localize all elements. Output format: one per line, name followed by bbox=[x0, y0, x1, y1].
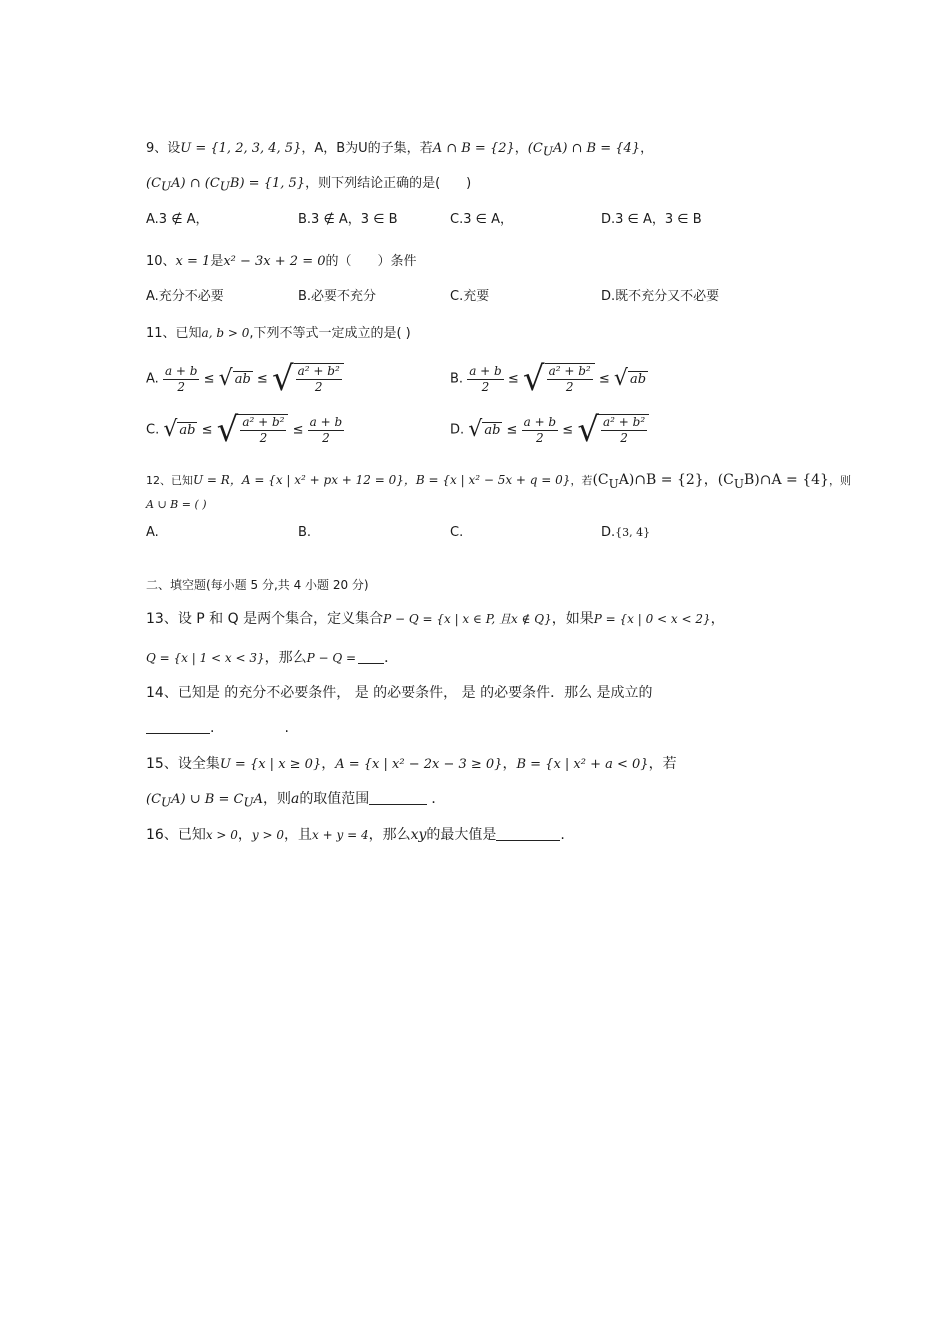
sqrt-fraction: √ $\frac{\text{a² + b²}}{2}$ bbox=[272, 362, 344, 396]
q10-x-eq-1: x = 1 bbox=[175, 254, 211, 269]
q16-sep1: ， bbox=[237, 827, 252, 843]
q11-option-c: C. √ ab ≤ √ $\frac{\text{a² + b²}}{2}$ ≤ $\frac{a + b}{2}$ bbox=[146, 410, 343, 450]
q13-line1 bbox=[146, 609, 725, 629]
q15-set-b: B = {x | x² + a < 0} bbox=[516, 757, 649, 772]
q11-question: ,下列不等式一定成立的是( ) bbox=[249, 326, 411, 341]
q13-name: ，那么 bbox=[264, 650, 307, 666]
q15-line2 bbox=[146, 789, 445, 813]
q13-set-q: Q = {x | 1 < x < 3} bbox=[146, 651, 265, 665]
q9-option-c: C.3 ∈ A， bbox=[450, 212, 513, 227]
q16-answer-blank[interactable] bbox=[496, 826, 560, 841]
q10-prefix: 10、 bbox=[146, 254, 176, 269]
q16-name: ，那么 bbox=[368, 827, 411, 843]
q15-ze: ，则 bbox=[262, 791, 291, 807]
q12-option-a: A. bbox=[146, 525, 159, 540]
sqrt-ab: √ ab bbox=[218, 366, 251, 391]
q9-line2 bbox=[146, 174, 471, 197]
q14-dot2: . bbox=[284, 720, 289, 736]
q10-option-a: A.充分不必要 bbox=[146, 289, 224, 304]
q9-sep2: ， bbox=[640, 141, 654, 156]
section-title: 二、填空题(每小题 5 分,共 4 小题 20 分) bbox=[146, 578, 369, 592]
q11-condition: a, b > 0 bbox=[201, 326, 250, 340]
q11-option-a: A. $\frac{a + b}{2}$ ≤ √ ab ≤ √ $\frac{\text{a² + b²}}{2}$ bbox=[146, 362, 344, 396]
q11-option-b: B. $\frac{a + b}{2}$ ≤ √ $\frac{\text{a² + b²}}{2}$ ≤ √ ab bbox=[450, 359, 647, 399]
fraction: $\frac{a + b}{2}$ bbox=[164, 363, 198, 394]
q9-question: ，则下列结论正确的是( ) bbox=[305, 176, 472, 191]
q9-option-a: A.3 ∉ A， bbox=[146, 212, 209, 227]
q12-ze: ，则 bbox=[828, 474, 851, 487]
q10-equation: x² − 3x + 2 = 0 bbox=[223, 254, 326, 269]
q15-answer-blank[interactable] bbox=[369, 790, 427, 805]
q16-line bbox=[146, 825, 565, 845]
q10-shi: 是 bbox=[210, 254, 224, 269]
q13-answer-blank[interactable] bbox=[358, 649, 384, 664]
q13-expr: P − Q = bbox=[306, 651, 357, 665]
q12-line1 bbox=[146, 470, 851, 494]
q12-option-c: C. bbox=[450, 525, 464, 540]
q12-prefix: 12、已知 bbox=[146, 474, 193, 487]
q13-set-p: P = {x | 0 < x < 2} bbox=[593, 612, 711, 626]
q9-complement-ab: $(C_UA)$ ∩ $(C_UB) = \{1$, 5} bbox=[146, 176, 306, 194]
q10-option-b: B.必要不充分 bbox=[298, 289, 377, 304]
q9-option-b: B.3 ∉ A，3 ∈ B bbox=[298, 212, 398, 227]
q15-universal: U = {x | x ≥ 0} bbox=[219, 757, 322, 772]
q13-end: ． bbox=[384, 650, 399, 666]
q16-prefix: 16、已知 bbox=[146, 827, 206, 843]
q10-line bbox=[146, 252, 417, 272]
q13-sep: ， bbox=[710, 611, 725, 627]
q16-xy: xy bbox=[410, 827, 427, 843]
q9-prefix: 9、设 bbox=[146, 141, 181, 156]
q15-end: ． bbox=[431, 791, 446, 807]
q9-sep: ， bbox=[514, 141, 528, 156]
q9-complement-a: $(C_UA)$ ∩ B = {4} bbox=[527, 141, 641, 159]
q16-end: . bbox=[560, 827, 565, 843]
q10-option-c: C.充要 bbox=[450, 289, 490, 304]
q13-prefix: 13、设 P 和 Q 是两个集合，定义集合 bbox=[146, 611, 384, 627]
q10-condition: 的（ ）条件 bbox=[325, 254, 417, 269]
q15-prefix: 15、设全集 bbox=[146, 756, 220, 772]
q15-set-a: A = {x | x² − 2x − 3 ≥ 0} bbox=[335, 757, 503, 772]
q12-sets: U = R，A = {x | x² + px + 12 = 0}，B = {x | x² − 5x + q = 0} bbox=[193, 473, 571, 487]
q14-line1: 14、已知是 的充分不必要条件， 是 的必要条件， 是 的必要条件．那么 是成立的 bbox=[146, 685, 653, 701]
q13-definition: P − Q = {x | x ∈ P, 且x ∉ Q} bbox=[383, 612, 552, 626]
q16-y: y > 0 bbox=[251, 828, 285, 842]
q16-max: 的最大值是 bbox=[426, 827, 497, 843]
q11-line bbox=[146, 323, 411, 344]
q9-option-d: D.3 ∈ A，3 ∈ B bbox=[601, 212, 702, 227]
q14-dot: . bbox=[210, 720, 215, 736]
q9-universal-set: U = {1, 2, 3, 4, 5} bbox=[180, 141, 302, 156]
q16-x: x > 0 bbox=[205, 828, 238, 842]
q15-condition: $(C_UA)$ ∪ $B = C_UA$ bbox=[146, 792, 263, 810]
q15-range: 的取值范围 bbox=[299, 791, 370, 807]
q11-option-d: D. √ ab ≤ $\frac{a + b}{2}$ ≤ √ $\frac{\text{a² + b²}}{2}$ bbox=[450, 413, 649, 447]
q16-sum: x + y = 4 bbox=[312, 828, 369, 842]
q12-conditions: $(C_UA)\cap B = \{2\}$，$(C_UB)\cap A = \{4\}$ bbox=[592, 472, 829, 491]
q10-option-d: D.既不充分又不必要 bbox=[601, 289, 720, 304]
q15-a: a bbox=[290, 791, 300, 807]
q15-ruo: ，若 bbox=[648, 756, 677, 772]
q12-ruo: ，若 bbox=[570, 474, 593, 487]
q14-line2 bbox=[146, 718, 289, 738]
q11-prefix: 11、已知 bbox=[146, 326, 202, 341]
q14-answer-blank[interactable] bbox=[146, 719, 210, 734]
q15-sep2: ， bbox=[502, 756, 517, 772]
q9-subset-text: ，A，B为U的子集，若 bbox=[301, 141, 433, 156]
q12-option-d: D.{3, 4} bbox=[601, 525, 651, 540]
q12-option-b: B. bbox=[298, 525, 312, 540]
q15-sep1: ， bbox=[321, 756, 336, 772]
q9-intersection: A ∩ B = {2} bbox=[432, 141, 515, 156]
q12-line2: A ∪ B = ( ) bbox=[146, 498, 207, 511]
q15-line1 bbox=[146, 754, 677, 775]
q13-ruguo: ，如果 bbox=[551, 611, 594, 627]
q13-line2 bbox=[146, 648, 398, 668]
q16-qie: ，且 bbox=[284, 827, 313, 843]
q9-line1 bbox=[146, 139, 653, 162]
